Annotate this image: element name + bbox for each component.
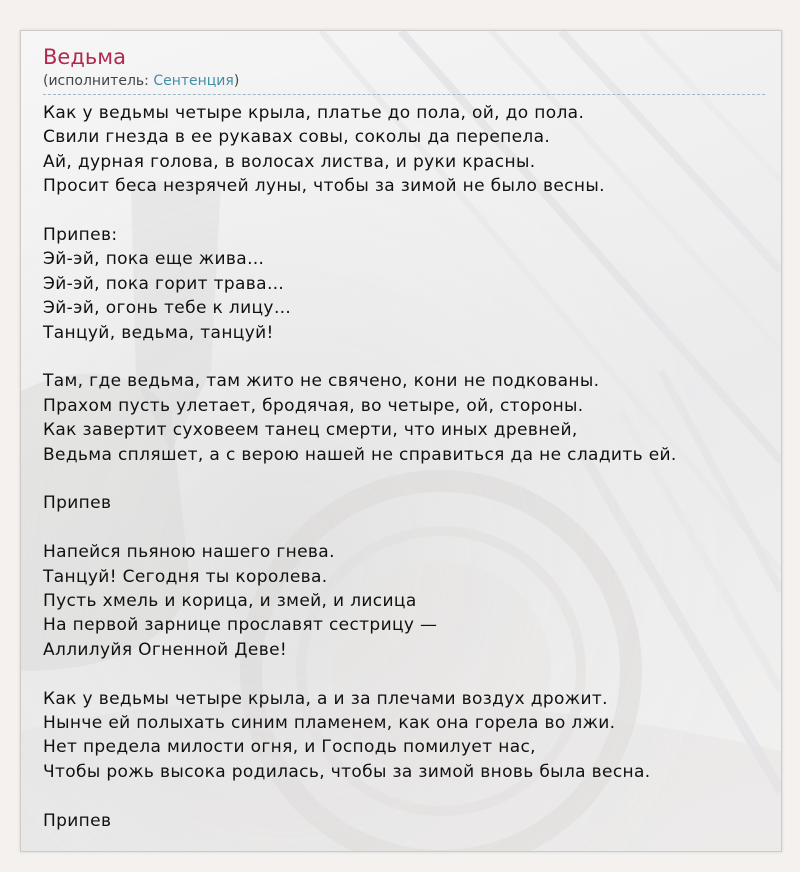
lyric-line: Танцуй, ведьма, танцуй! bbox=[43, 322, 274, 343]
lyric-line: Эй-эй, пока горит трава… bbox=[43, 273, 285, 294]
lyric-line: Просит беса незрячей луны, чтобы за зимой не было весны. bbox=[43, 176, 605, 197]
lyrics-text bbox=[43, 101, 763, 833]
song-content bbox=[43, 43, 763, 833]
lyrics-panel bbox=[20, 30, 782, 852]
lyric-line: Пусть хмель и корица, и змей, и лисица bbox=[43, 591, 417, 612]
lyric-line: Напейся пьяною нашего гнева. bbox=[43, 542, 335, 563]
performer-suffix: ) bbox=[233, 73, 240, 89]
lyric-line: Припев: bbox=[43, 225, 118, 246]
lyric-line: Припев bbox=[43, 810, 112, 831]
lyric-line: На первой зарнице прославят сестрицу — bbox=[43, 615, 438, 636]
lyric-line: Нынче ей полыхать синим пламенем, как она горела во лжи. bbox=[43, 713, 616, 734]
lyric-blank-line bbox=[43, 467, 763, 491]
lyric-line: Аллилуйя Огненной Деве! bbox=[43, 639, 288, 660]
lyric-line: Ведьма спляшет, а с верою нашей не справиться да не сладить ей. bbox=[43, 444, 677, 465]
performer-line bbox=[43, 71, 765, 95]
lyric-blank-line bbox=[43, 516, 763, 540]
performer-link[interactable]: Сентенция bbox=[153, 73, 234, 89]
lyric-line: Танцуй! Сегодня ты королева. bbox=[43, 566, 328, 587]
lyric-line: Свили гнезда в ее рукавах совы, соколы да перепела. bbox=[43, 127, 551, 148]
lyric-line: Нет предела милости огня, и Господь помилует нас, bbox=[43, 737, 536, 758]
lyric-line: Как завертит суховеем танец смерти, что иных древней, bbox=[43, 420, 578, 441]
lyric-line: Прахом пусть улетает, бродячая, во четыре, ой, стороны. bbox=[43, 395, 584, 416]
lyric-line: Чтобы рожь высока родилась, чтобы за зимой вновь была весна. bbox=[43, 761, 651, 782]
performer-prefix: (исполнитель: bbox=[43, 73, 154, 89]
lyric-blank-line bbox=[43, 199, 763, 223]
lyric-line: Эй-эй, огонь тебе к лицу… bbox=[43, 298, 292, 319]
lyric-line: Эй-эй, пока еще жива… bbox=[43, 249, 265, 270]
lyric-blank-line bbox=[43, 345, 763, 369]
lyric-line: Там, где ведьма, там жито не свячено, кони не подкованы. bbox=[43, 371, 600, 392]
lyric-line: Как у ведьмы четыре крыла, платье до пола, ой, до пола. bbox=[43, 103, 585, 123]
lyric-line: Припев bbox=[43, 493, 112, 514]
lyric-blank-line bbox=[43, 784, 763, 808]
lyric-line: Как у ведьмы четыре крыла, а и за плечами воздух дрожит. bbox=[43, 688, 608, 709]
lyric-blank-line bbox=[43, 662, 763, 686]
lyric-line: Ай, дурная голова, в волосах листва, и руки красны. bbox=[43, 151, 536, 172]
song-title: Ведьма bbox=[43, 45, 126, 69]
